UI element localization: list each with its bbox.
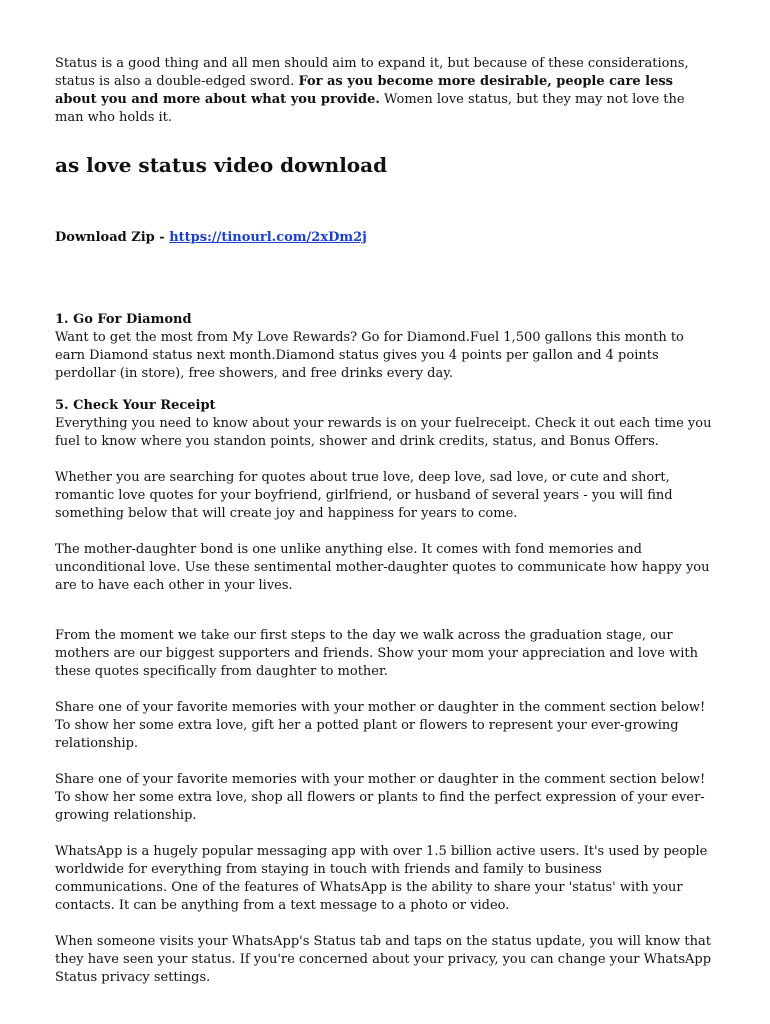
intro-text-end: Women love status, but they may not love the man who holds it.	[55, 92, 685, 125]
intro-bold-text: For as you become more desirable, people care less about you and more about what you provide.	[55, 74, 673, 107]
intro-paragraph	[55, 55, 715, 127]
paragraph-graduation: From the moment we take our first steps to the day we walk across the graduation stage, our mothers are our biggest supporters and friends. Show your mom your appreciation and love with these quotes specifically from daughter to mother.	[55, 628, 698, 679]
download-link[interactable]: https://tinourl.com/2xDm2j	[169, 230, 367, 245]
intro-text: Status is a good thing and all men should aim to expand it, but because of these considerations, status is also a double-edged sword.	[55, 56, 689, 89]
page-heading: as love status video download	[55, 153, 388, 177]
download-label: Download Zip -	[55, 230, 170, 245]
section-title-go-for-diamond: 1. Go For Diamond	[55, 312, 192, 327]
paragraph-love-quotes: Whether you are searching for quotes about true love, deep love, sad love, or cute and short, romantic love quotes for your boyfriend, girlfriend, or husband of several years - you will find something below that will create joy and happiness for years to come.	[55, 470, 673, 521]
download-line	[55, 229, 715, 247]
section-body-go-for-diamond: Want to get the most from My Love Rewards? Go for Diamond.Fuel 1,500 gallons this month to earn Diamond status next month.Diamond status gives you 4 points per gallon and 4 points perdollar (in store), free showers, and free drinks every day.	[55, 330, 684, 381]
paragraph-whatsapp-intro: WhatsApp is a hugely popular messaging app with over 1.5 billion active users. It's used by people worldwide for everything from staying in touch with friends and family to business communications. One of the features of WhatsApp is the ability to share your 'status' with your contacts. It can be anything from a text message to a photo or video.	[55, 844, 708, 913]
document-body	[55, 55, 715, 987]
paragraph-share-memories-gift: Share one of your favorite memories with your mother or daughter in the comment section below! To show her some extra love, gift her a potted plant or flowers to represent your ever-growing relationship.	[55, 700, 706, 751]
paragraph-share-memories-shop: Share one of your favorite memories with your mother or daughter in the comment section below! To show her some extra love, shop all flowers or plants to find the perfect expression of your ever-growing relationship.	[55, 772, 706, 823]
section-body-check-receipt: Everything you need to know about your rewards is on your fuelreceipt. Check it out each time you fuel to know where you standon points, shower and drink credits, status, and Bonus Offers.	[55, 416, 712, 449]
paragraph-mother-daughter-bond: The mother-daughter bond is one unlike anything else. It comes with fond memories and unconditional love. Use these sentimental mother-daughter quotes to communicate how happy you are to have each other in your lives.	[55, 542, 710, 593]
section-title-check-receipt: 5. Check Your Receipt	[55, 398, 216, 413]
paragraph-whatsapp-privacy: When someone visits your WhatsApp's Status tab and taps on the status update, you will know that they have seen your status. If you're concerned about your privacy, you can change your WhatsApp Status privacy settings.	[55, 934, 712, 985]
